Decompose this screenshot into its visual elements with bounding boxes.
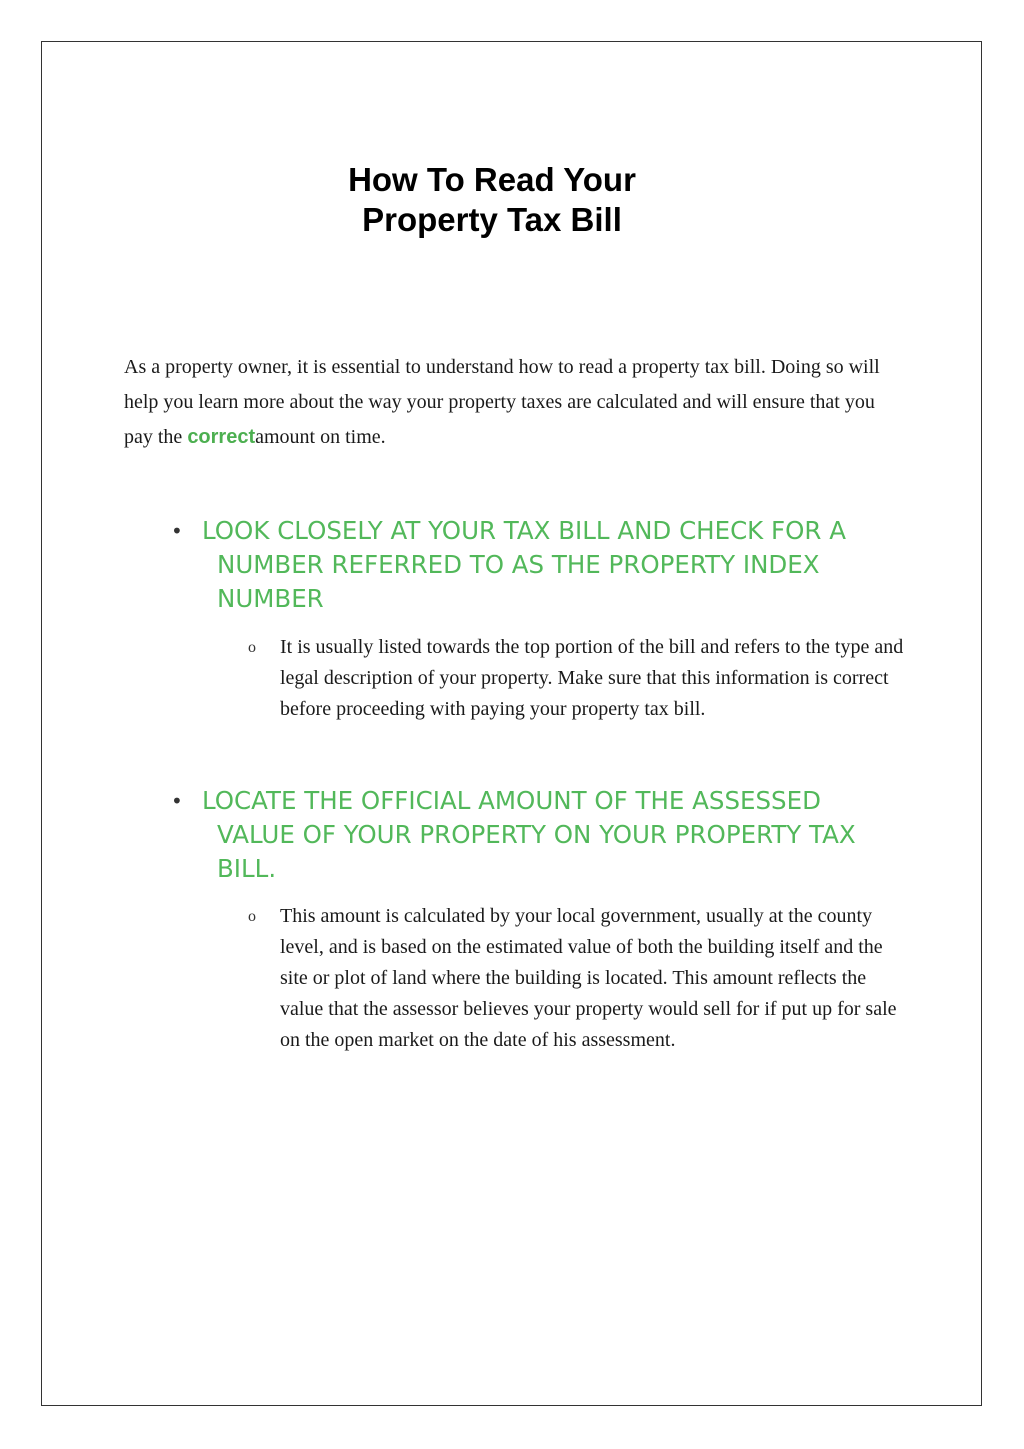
title-line-1: How To Read Your xyxy=(348,161,636,198)
section-1-body-text: It is usually listed towards the top portion of the bill and refers to the type and legal description of your property. Make sure that this information is correct before proceeding with paying your property tax bill. xyxy=(280,636,904,720)
section-1-heading-text: LOOK CLOSELY AT YOUR TAX BILL AND CHECK FOR A NUMBER REFERRED TO AS THE PROPERTY INDEX NUMBER xyxy=(202,516,846,613)
page-title xyxy=(312,160,672,240)
document-page xyxy=(41,41,982,1406)
sub-bullet-marker: o xyxy=(248,639,256,656)
section-2-heading-text: LOCATE THE OFFICIAL AMOUNT OF THE ASSESSED VALUE OF YOUR PROPERTY ON YOUR PROPERTY TAX BILL. xyxy=(202,786,856,883)
section-1-heading xyxy=(166,514,906,616)
intro-paragraph xyxy=(124,350,884,455)
intro-text-start: As a property owner, it is essential to understand how to read a property tax bill. Doing so will help you learn more about the way your property taxes are calculated and will ensure that you pay the xyxy=(124,356,880,448)
bullet-marker: • xyxy=(171,519,183,543)
sub-bullet-marker: o xyxy=(248,908,256,925)
section-1-body xyxy=(248,632,908,725)
title-line-2: Property Tax Bill xyxy=(362,201,622,238)
section-2-heading xyxy=(166,784,906,886)
intro-highlight-word: correct xyxy=(187,426,256,448)
section-2-body-text: This amount is calculated by your local government, usually at the county level, and is based on the estimated value of both the building itself and the site or plot of land where the building is located. This amount reflects the value that the assessor believes your property would sell for if put up for sale on the open market on the date of his assessment. xyxy=(280,905,897,1051)
bullet-marker: • xyxy=(171,789,183,813)
intro-text-end: amount on time. xyxy=(255,426,386,448)
section-2-body xyxy=(248,901,908,1056)
